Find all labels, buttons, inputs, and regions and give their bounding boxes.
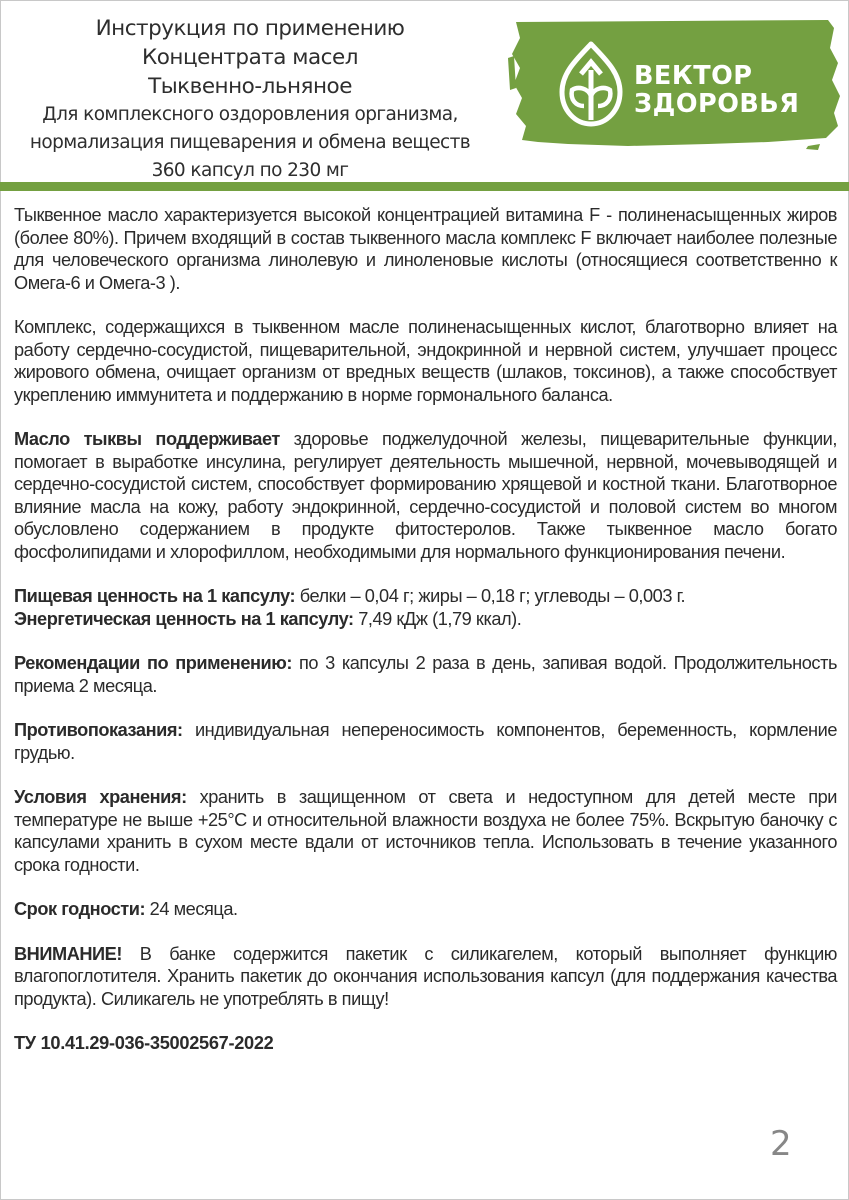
energy-heading: Энергетическая ценность на 1 капсулу: [14, 608, 354, 629]
paragraph-polyunsaturated-acids: Комплекс, содержащихся в тыквенном масле полиненасыщенных кислот, благотворно влияет на работу сердечно-сосудистой, пищеварительной, эндокринной и нервной систем, улучшает процесс жирового обмена, очищает организм от вредных веществ (шлаков, токсинов), а также способствует укреплению иммунитета и поддержанию в норме гормонального баланса. [14, 317, 837, 405]
energy-text: 7,49 кДж (1,79 ккал). [353, 608, 522, 629]
logo-line-2: ЗДОРОВЬЯ [634, 89, 800, 119]
title-line-2: Концентрата масел [142, 45, 358, 70]
title-line-3: Тыквенно-льняное [148, 74, 352, 99]
shelf-life-heading: Срок годности: [14, 899, 146, 919]
nutrition-value [14, 585, 837, 608]
logo-line-1: ВЕКТОР [634, 61, 753, 91]
paragraph-vitamin-f: Тыквенное масло характеризуется высокой концентрацией витамина F - полиненасыщенных жиров (более 80%). Причем входящий в состав тыквенного масла комплекс F включает наиболее полезные для человеческого организма линолевую и линоленовые кислоты (относящиеся соответственно к Омега-6 и Омега-3 ). [14, 205, 837, 293]
warning [14, 943, 837, 1011]
contraindications-heading: Противопоказания: [14, 720, 183, 740]
page-number: 2 [770, 1124, 792, 1164]
contraindications-text: индивидуальная непереносимость компонентов, беременность, кормление грудью. [14, 720, 837, 763]
warning-heading: ВНИМАНИЕ! [14, 943, 122, 964]
leaf-arrow-sprout-icon [556, 40, 626, 130]
subtitle-line-3: 360 капсул по 230 мг [151, 160, 349, 181]
nutrition-heading: Пищевая ценность на 1 капсулу: [14, 586, 296, 606]
contraindications [14, 719, 837, 764]
storage-conditions [14, 786, 837, 876]
shelf-life [14, 898, 837, 921]
shelf-life-text: 24 месяца. [145, 899, 238, 919]
benefits-heading: Масло тыквы поддерживает [14, 429, 280, 449]
header [0, 0, 849, 180]
nutrition-text: белки – 0,04 г; жиры – 0,18 г; углеводы – 0,003 г. [295, 586, 686, 606]
usage-recommendations [14, 652, 837, 697]
energy-value [14, 608, 837, 631]
brand-logo [508, 18, 842, 153]
technical-specification: ТУ 10.41.29-036-35002567-2022 [14, 1033, 274, 1053]
usage-text: по 3 капсулы 2 раза в день, запивая водой. Продолжительность приема 2 месяца. [14, 653, 837, 696]
storage-text: хранить в защищенном от света и недоступном для детей месте при температуре не выше +25°С и относительной влажности воздуха не более 75%. Вскрытую баночку с капсулами хранить в сухом месте вдали от источников тепла. Использовать в течение указанного срока годности. [14, 787, 838, 875]
benefits-text: здоровье поджелудочной железы, пищеварительные функции, помогает в выработке инсулина, регулирует деятельность мышечной, нервной, мочевыводящей и сердечно-сосудистой систем, способствует формированию хрящевой и костной ткани. Благотворное влияние масла на кожу, работу эндокринной, сердечно-сосудистой и половой систем во многом обусловлено содержанием в продукте фитостеролов. Также тыквенное масло богато фосфолипидами и хлорофиллом, необходимыми для нормального функционирования печени. [14, 429, 837, 562]
subtitle-line-1: Для комплексного оздоровления организма, [42, 104, 458, 125]
storage-heading: Условия хранения: [14, 787, 187, 807]
header-divider [0, 182, 849, 191]
warning-text: В банке содержится пакетик с силикагелем, который выполняет функцию влагопоглотителя. Хранить пакетик до окончания использования капсул (для поддержания качества продукта). Силикагель не употреблять в пищу! [14, 943, 837, 1009]
logo-text [634, 62, 799, 118]
title-block [4, 14, 496, 185]
usage-heading: Рекомендации по применению: [14, 653, 292, 673]
instructions-body [14, 204, 837, 1077]
paragraph-benefits [14, 428, 837, 563]
title-line-1: Инструкция по применению [95, 16, 405, 41]
subtitle-line-2: нормализация пищеварения и обмена веществ [29, 132, 471, 153]
